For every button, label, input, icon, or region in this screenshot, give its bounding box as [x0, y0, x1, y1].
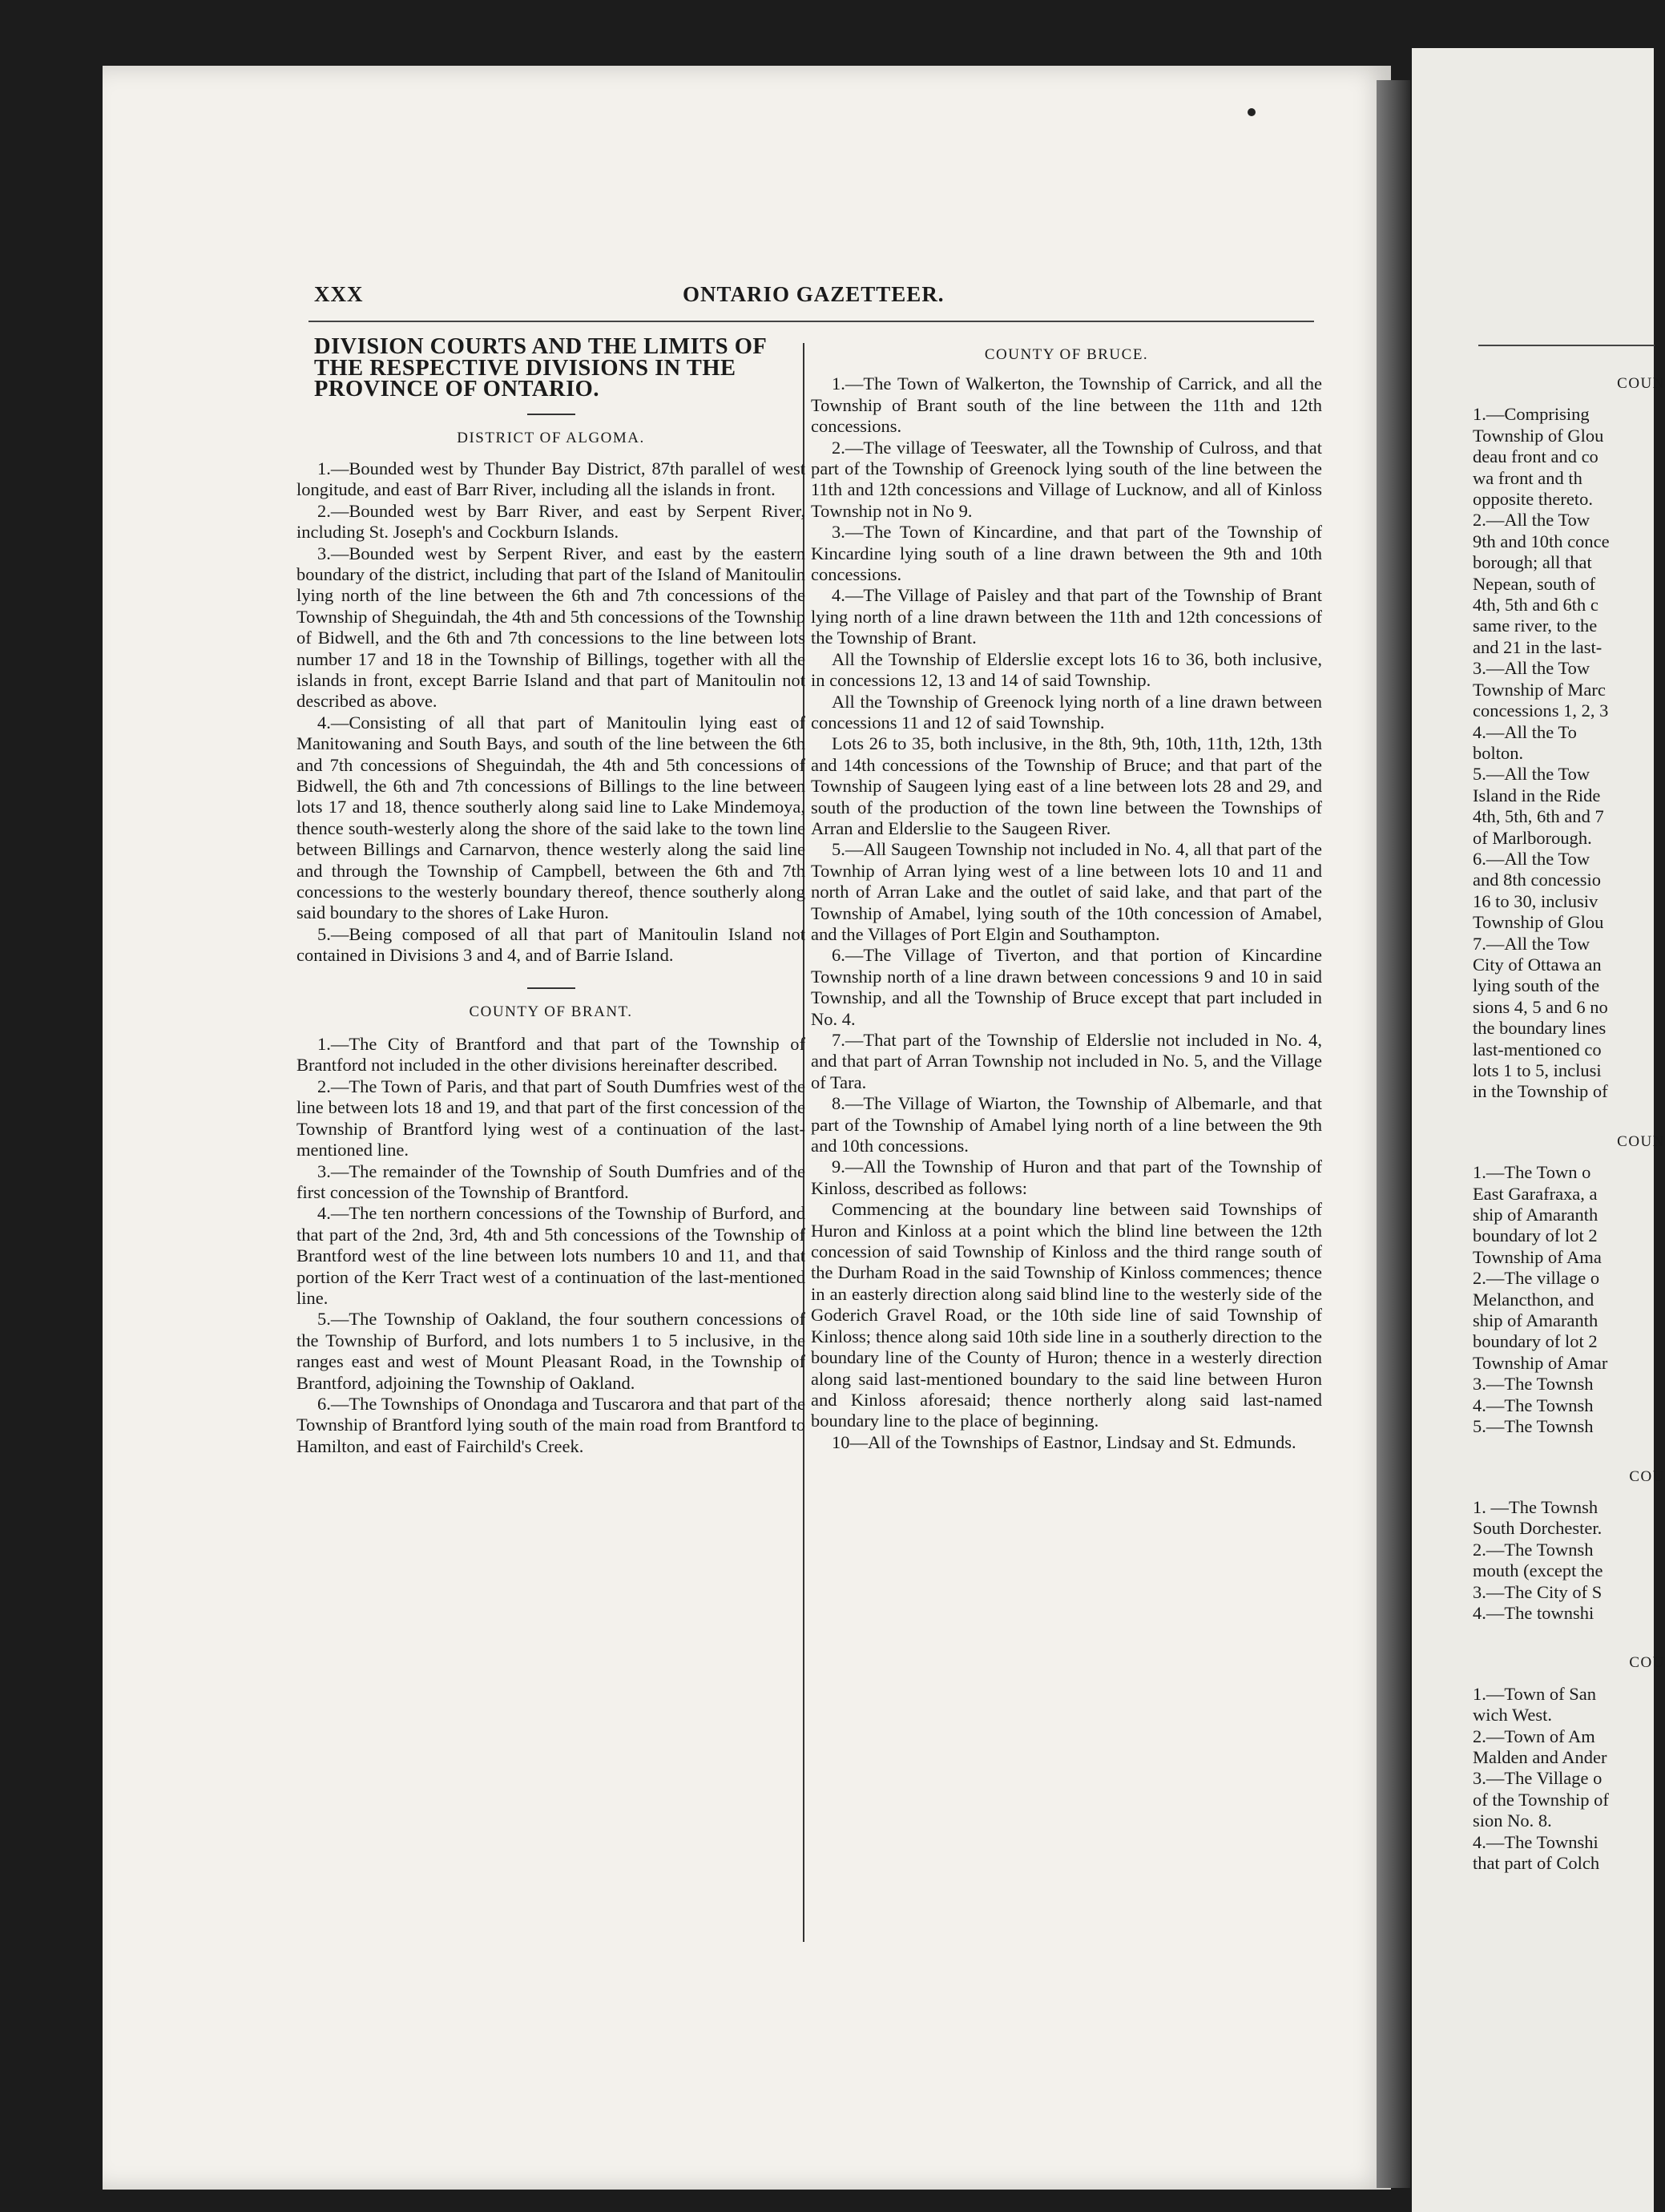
- bruce-division-10: 10—All of the Townships of Eastnor, Lindsay and St. Edmunds.: [832, 1431, 1296, 1452]
- facing-text-line: Nepean, south of: [1473, 573, 1596, 594]
- bruce-division-8: 8.—The Village of Wiarton, the Township of Albemarle, and that part of the Township of Amabel lying north of a line between the 9th and 10th concessions.: [811, 1093, 1322, 1156]
- facing-text-line: South Dorchester.: [1473, 1518, 1603, 1539]
- algoma-division-3: 3.—Bounded west by Serpent River, and east by the eastern boundary of the district, including that part of the Island of Manitoulin lying north of the line between the 6th and 7th concessions of the Township of Sheguindah, the 4th and 5th concessions of the Township of Bidwell, and the 6th and 7th concessions to the line between lots number 17 and 18 in the Township of Billings, together with all the islands in front, except Barrie Island and that part of Manitoulin not described as above.: [296, 543, 805, 712]
- page-number: XXX: [314, 282, 364, 306]
- facing-text-line: Melancthon, and: [1473, 1289, 1594, 1310]
- facing-text-line: Island in the Ride: [1473, 785, 1601, 805]
- facing-text-line: 1.—Town of San: [1473, 1683, 1597, 1704]
- brant-division-5: 5.—The Township of Oakland, the four southern concessions of the Township of Burford, and lots numbers 1 to 5 inclusive, in the ranges east and west of Mount Pleasant Road, in the Township of Brantford, adjoining the Township of Oakland.: [296, 1309, 805, 1393]
- facing-text-line: of Marlborough.: [1473, 827, 1592, 848]
- section-rule: [527, 414, 575, 415]
- bruce-division-9: 9.—All the Township of Huron and that part of the Township of Kinloss, described as follows:: [811, 1156, 1322, 1198]
- left-column: [296, 334, 805, 1457]
- facing-text-line: and 21 in the last-: [1473, 636, 1603, 657]
- facing-text-line: 7.—All the Tow: [1473, 933, 1590, 954]
- facing-text-line: 2.—The village o: [1473, 1268, 1600, 1289]
- brant-division-3: 3.—The remainder of the Township of South Dumfries and of the first concession of the Township of Brantford.: [296, 1160, 805, 1202]
- algoma-division-4: 4.—Consisting of all that part of Manitoulin lying east of Manitowaning and South Bays, and south of the line between the 6th and 7th concessions of Sheguindah, the 4th and 5th concessions of Bidwell, the 6th and 7th concessions of Billings to the line between lots 17 and 18, thence southerly along said line to Lake Mindemoya, thence south-westerly along the shore of the said lake to the town line between Billings and Carnarvon, thence westerly along the said line and through the Township of Campbell, between the 6th and 7th concessions to the westerly boundary thereof, thence southerly along said boundary to the shores of Lake Huron.: [296, 712, 805, 923]
- facing-text-line: of the Township of: [1473, 1789, 1609, 1810]
- facing-text-line: 5.—The Townsh: [1473, 1416, 1594, 1437]
- main-heading: DIVISION COURTS AND THE LIMITS OF THE RESPECTIVE DIVISIONS IN THE PROVINCE OF ONTARIO.: [314, 334, 767, 402]
- facing-text-line: concessions 1, 2, 3: [1473, 700, 1609, 721]
- facing-text-line: boundary of lot 2: [1473, 1225, 1598, 1246]
- facing-text-line: 3.—The Townsh: [1473, 1374, 1594, 1395]
- header-rule: [308, 321, 1314, 322]
- bruce-division-9-description: Commencing at the boundary line between said Townships of Huron and Kinloss at a point which the blind line between the 12th concession of said Township of Kinloss and the third range south of the Durham Road in the said Township of Kinloss commences; thence in an easterly direction along said blind line to the westerly side of the Goderich Gravel Road, or the 10th side line of said Township of Kinloss; thence along said 10th side line in a southerly direction to the boundary line of the County of Huron; thence in a westerly direction along said last-mentioned boundary to the said line between Huron and Kinloss aforesaid; thence northerly along said last-named boundary line to the place of beginning.: [811, 1199, 1322, 1431]
- facing-spacer: [1473, 1103, 1665, 1127]
- facing-text-line: 5.—All the Tow: [1473, 764, 1590, 785]
- brant-division-1: 1.—The City of Brantford and that part of the Township of Brantford not included in the other divisions hereinafter described.: [296, 1034, 805, 1076]
- section-rule: [527, 987, 575, 989]
- bruce-division-4-greenock: All the Township of Greenock lying north of a line drawn between concessions 11 and 12 of said Township.: [811, 691, 1322, 733]
- facing-text-line: 9th and 10th conce: [1473, 531, 1610, 551]
- facing-text-line: City of Ottawa an: [1473, 954, 1602, 975]
- facing-text-line: Township of Marc: [1473, 679, 1606, 700]
- facing-text-line: Township of Glou: [1473, 425, 1604, 446]
- algoma-division-1: 1.—Bounded west by Thunder Bay District, 87th parallel of west longitude, and east of Barr River, including all the islands in front.: [296, 458, 805, 500]
- section-heading-brant: COUNTY OF BRANT.: [469, 1003, 633, 1020]
- facing-text-line: 3.—The Village o: [1473, 1768, 1603, 1789]
- facing-text-line: same river, to the: [1473, 616, 1598, 636]
- facing-text-line: deau front and co: [1473, 446, 1598, 467]
- facing-text-line: opposite thereto.: [1473, 489, 1593, 510]
- facing-text-line: 1. —The Townsh: [1473, 1496, 1598, 1517]
- facing-section-heading: COU: [1629, 1654, 1665, 1672]
- facing-text-line: 6.—All the Tow: [1473, 848, 1590, 869]
- facing-text-line: 4th, 5th, 6th and 7: [1473, 806, 1604, 827]
- brant-division-4: 4.—The ten northern concessions of the Township of Burford, and that part of the 2nd, 3rd, 4th and 5th concessions of the Township of Brantford west of the line between lots numbers 10 and 11, and that portion of the Kerr Tract west of a continuation of the last-mentioned line.: [296, 1203, 805, 1308]
- facing-text-line: lying south of the: [1473, 975, 1600, 996]
- facing-text-line: 3.—The City of S: [1473, 1581, 1603, 1602]
- section-heading-bruce: COUNTY OF BRUCE.: [984, 346, 1149, 363]
- facing-text-line: sions 4, 5 and 6 no: [1473, 996, 1608, 1017]
- facing-text-line: 2.—Town of Am: [1473, 1726, 1595, 1746]
- facing-text-line: 4.—The Townsh: [1473, 1395, 1594, 1415]
- facing-text-line: Township of Amar: [1473, 1352, 1608, 1373]
- facing-text-line: mouth (except the: [1473, 1560, 1603, 1581]
- brant-division-2: 2.—The Town of Paris, and that part of South Dumfries west of the line between lots 18 and 19, and that part of the first concession of the Township of Brantford lying west of a continuation of the last-mentioned line.: [296, 1076, 805, 1160]
- facing-text-line: last-mentioned co: [1473, 1039, 1602, 1060]
- facing-text-line: sion No. 8.: [1473, 1810, 1552, 1831]
- brant-division-6: 6.—The Townships of Onondaga and Tuscarora and that part of the Township of Brantford lying south of the main road from Brantford to Hamilton, and east of Fairchild's Creek.: [296, 1393, 805, 1456]
- facing-text-line: 3.—All the Tow: [1473, 658, 1590, 679]
- bruce-division-7: 7.—That part of the Township of Elderslie not included in No. 4, and that part of Arran Township not included in No. 5, and the Village of Tara.: [811, 1030, 1322, 1092]
- facing-text-line: wa front and th: [1473, 467, 1582, 488]
- running-title: ONTARIO GAZETTEER.: [683, 282, 945, 306]
- facing-spacer: [1473, 1438, 1665, 1462]
- bruce-division-1: 1.—The Town of Walkerton, the Township of Carrick, and all the Township of Brant south of the line between the 11th and 12th concessions.: [811, 373, 1322, 437]
- facing-text-line: bolton.: [1473, 742, 1524, 763]
- book-gutter: [1377, 80, 1410, 2188]
- facing-section-heading: COUN: [1617, 1132, 1665, 1150]
- facing-text-line: Malden and Ander: [1473, 1746, 1607, 1767]
- facing-text-line: boundary of lot 2: [1473, 1331, 1598, 1352]
- facing-text-line: in the Township of: [1473, 1081, 1608, 1102]
- facing-text-line: lots 1 to 5, inclusi: [1473, 1060, 1602, 1080]
- facing-spacer: [1473, 1624, 1665, 1648]
- facing-text-line: Township of Glou: [1473, 912, 1604, 933]
- facing-text-line: 4.—The townshi: [1473, 1602, 1594, 1623]
- facing-text-line: East Garafraxa, a: [1473, 1183, 1598, 1204]
- facing-text-line: 2.—All the Tow: [1473, 510, 1590, 531]
- bruce-division-6: 6.—The Village of Tiverton, and that portion of Kincardine Township north of a line drawn between concessions 9 and 10 in said Township, and all the Township of Bruce except that part included in No. 4.: [811, 945, 1322, 1029]
- facing-text-line: 4th, 5th and 6th c: [1473, 595, 1598, 616]
- bruce-division-2: 2.—The village of Teeswater, all the Township of Culross, and that part of the Township of Greenock lying south of the line between the 11th and 12th concessions and Village of Lucknow, and all of Kinloss Township not in No 9.: [811, 437, 1322, 521]
- facing-text-line: ship of Amaranth: [1473, 1310, 1598, 1331]
- facing-page-column: [1473, 369, 1665, 1874]
- middle-column: [811, 345, 1322, 1453]
- facing-text-line: borough; all that: [1473, 552, 1592, 573]
- bruce-division-3: 3.—The Town of Kincardine, and that part of the Township of Kincardine lying south of a line drawn between the 9th and 10th concessions.: [811, 522, 1322, 585]
- facing-text-line: 4.—All the To: [1473, 721, 1577, 742]
- facing-text-line: ship of Amaranth: [1473, 1205, 1598, 1225]
- facing-text-line: that part of Colch: [1473, 1853, 1600, 1873]
- facing-text-line: 1.—The Town o: [1473, 1162, 1591, 1183]
- algoma-division-5: 5.—Being composed of all that part of Manitoulin Island not contained in Divisions 3 and 4, and of Barrie Island.: [296, 923, 805, 966]
- facing-header-rule: [1478, 345, 1655, 346]
- bruce-division-4-elderslie: All the Township of Elderslie except lots 16 to 36, both inclusive, in concessions 12, 13 and 14 of said Township.: [811, 648, 1322, 691]
- ink-dot: [1248, 108, 1256, 116]
- facing-text-line: 16 to 30, inclusiv: [1473, 890, 1598, 911]
- facing-text-line: 1.—Comprising: [1473, 404, 1590, 425]
- bruce-division-5: 5.—All Saugeen Township not included in No. 4, all that part of the Townhip of Arran lying west of a line between lots 10 and 11 and north of Arran Lake and the outlet of said lake, and that part of the Township of Amabel, lying south of the 10th concession of Amabel, and the Villages of Port Elgin and Southampton.: [811, 839, 1322, 944]
- bruce-division-4-lots: Lots 26 to 35, both inclusive, in the 8th, 9th, 10th, 11th, 12th, 13th and 14th concessions of the Township of Bruce; and that part of the Township of Saugeen lying east of a line between lots 28 and 29, and south of the production of the town line between the Townships of Arran and Elderslie to the Saugeen River.: [811, 733, 1322, 838]
- facing-text-line: the boundary lines: [1473, 1018, 1607, 1039]
- section-heading-algoma: DISTRICT OF ALGOMA.: [457, 429, 645, 446]
- facing-text-line: and 8th concessio: [1473, 870, 1601, 890]
- facing-section-heading: COUN: [1617, 375, 1665, 392]
- facing-text-line: 4.—The Townshi: [1473, 1831, 1598, 1852]
- facing-text-line: wich West.: [1473, 1705, 1553, 1726]
- facing-text-line: 2.—The Townsh: [1473, 1539, 1594, 1560]
- bruce-division-4: 4.—The Village of Paisley and that part of the Township of Brant lying north of a line drawn between the 11th and 12th concessions of the Township of Brant.: [811, 585, 1322, 648]
- facing-text-line: Township of Ama: [1473, 1246, 1602, 1267]
- facing-section-heading: COU: [1629, 1467, 1665, 1485]
- algoma-division-2: 2.—Bounded west by Barr River, and east by Serpent River, including St. Joseph's and Cockburn Islands.: [296, 500, 805, 543]
